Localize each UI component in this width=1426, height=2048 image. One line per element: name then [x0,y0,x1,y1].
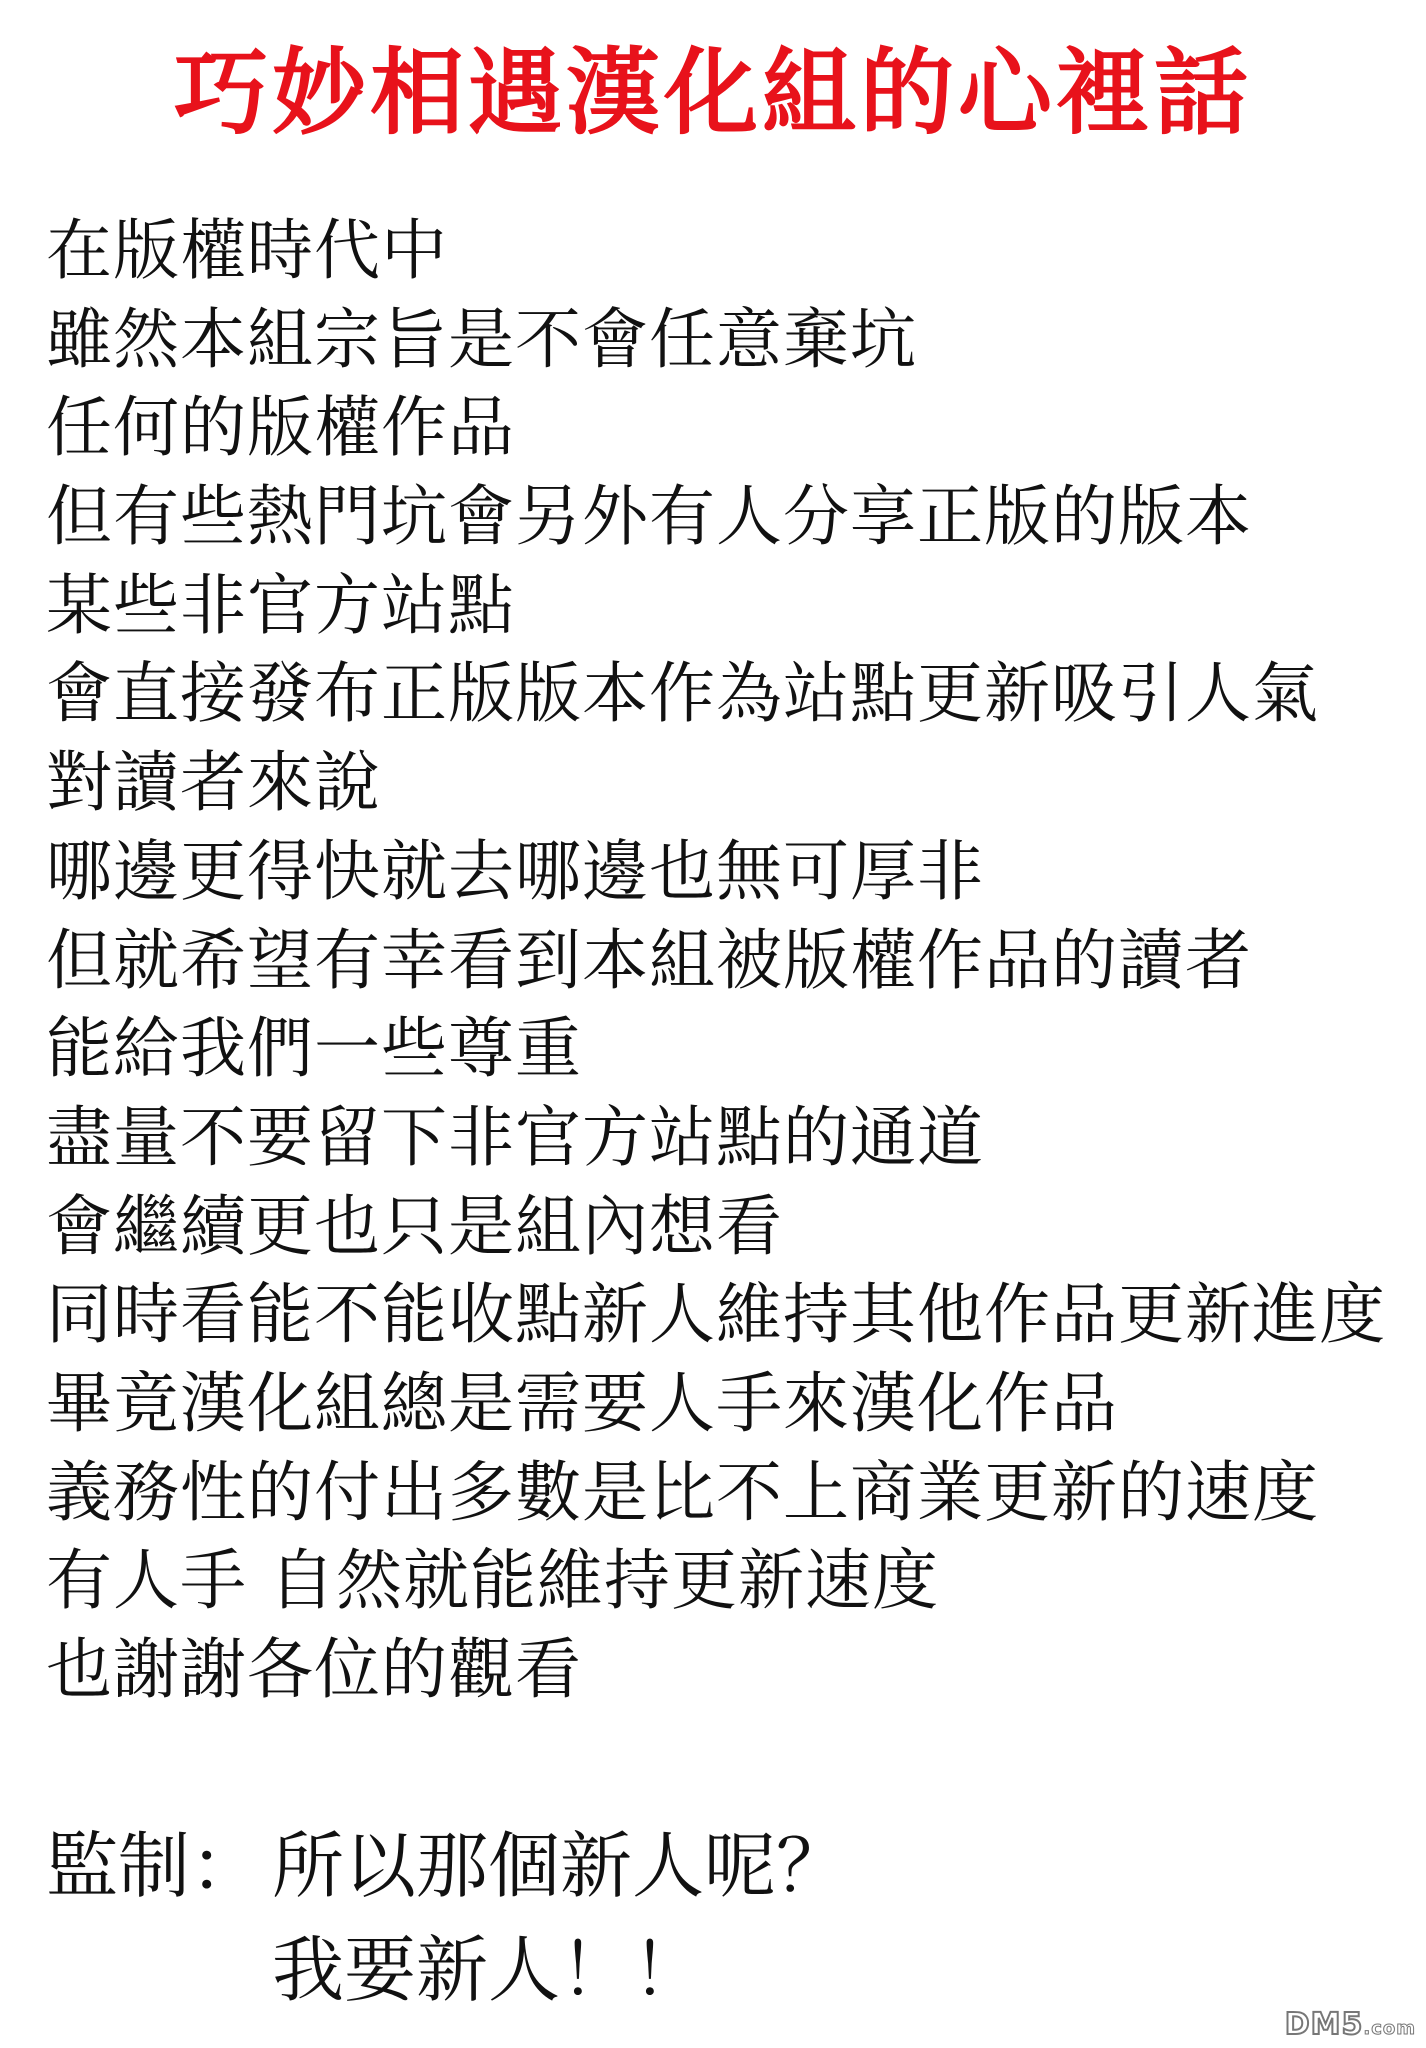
message-line: 會直接發布正版版本作為站點更新吸引人氣 [46,655,1319,733]
message-line: 某些非官方站點 [46,566,515,644]
message-line: 有人手 自然就能維持更新速度 [46,1542,939,1620]
message-line: 任何的版權作品 [46,389,515,467]
supervisor-text-2: 我要新人！！ [272,1928,705,2012]
message-line: 對讀者來說 [46,744,381,822]
message-line: 盡量不要留下非官方站點的通道 [46,1098,984,1176]
supervisor-note [46,1814,848,2022]
message-line: 也謝謝各位的觀看 [46,1631,582,1708]
supervisor-line-1 [46,1814,848,1918]
watermark-brand: DM5 [1284,2007,1364,2042]
watermark-suffix: .com [1363,2018,1416,2039]
message-line: 同時看能不能收點新人維持其他作品更新進度 [46,1276,1386,1354]
message-line: 雖然本組宗旨是不會任意棄坑 [46,300,917,378]
message-line: 義務性的付出多數是比不上商業更新的速度 [46,1453,1319,1531]
message-line: 但就希望有幸看到本組被版權作品的讀者 [46,921,1252,999]
supervisor-label: 監制： [46,1824,263,1908]
supervisor-text-1: 所以那個新人呢？ [272,1824,849,1908]
message-line: 在版權時代中 [46,212,448,289]
supervisor-line-2 [46,1918,848,2022]
message-line: 但有些熱門坑會另外有人分享正版的版本 [46,478,1252,556]
message-line: 能給我們一些尊重 [46,1010,582,1088]
message-line: 畢竟漢化組總是需要人手來漢化作品 [46,1364,1118,1442]
message-body [46,207,1386,1715]
page-title: 巧妙相遇漢化組的心裡話 [173,38,1252,148]
dm5-watermark [1285,2007,1416,2042]
message-line: 哪邊更得快就去哪邊也無可厚非 [46,832,984,910]
message-line: 會繼續更也只是組內想看 [46,1187,783,1265]
